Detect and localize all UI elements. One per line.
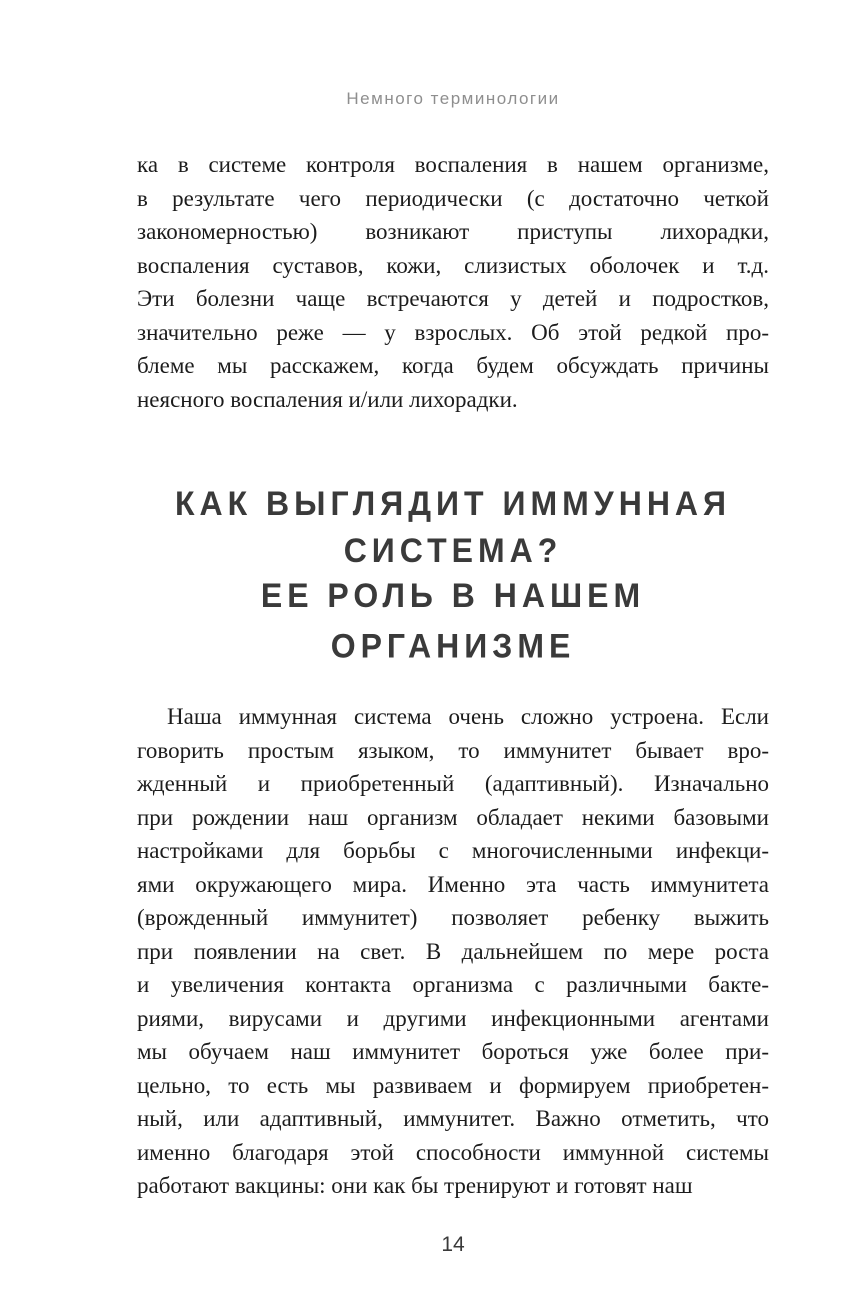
text-line: говорить простым языком, то иммунитет бывает вро- xyxy=(137,737,769,763)
text-line: закономерностью) возникают приступы лихорадки, xyxy=(137,219,769,244)
text-line: мы обучаем наш иммунитет бороться уже более при- xyxy=(137,1039,769,1064)
text-line: настройками для борьбы с многочисленными инфекци- xyxy=(137,838,769,863)
text-line: значительно реже — у взрослых. Об этой редкой про- xyxy=(137,319,769,345)
text-line: блеме мы расскажем, когда будем обсуждать причины xyxy=(137,353,769,378)
section-heading-line: СИСТЕМА? xyxy=(343,530,563,570)
paragraph-continuation xyxy=(137,148,769,416)
text-line: воспаления суставов, кожи, слизистых оболочек и т.д. xyxy=(137,252,769,278)
book-page xyxy=(137,0,769,1257)
text-line: при рождении наш организм обладает некими базовыми xyxy=(137,804,769,830)
page-number: 14 xyxy=(441,1232,465,1256)
text-line: ный, или адаптивный, иммунитет. Важно отметить, что xyxy=(137,1106,769,1131)
text-line: в результате чего периодически (с достаточно четкой xyxy=(137,185,769,211)
text-line: цельно, то есть мы развиваем и формируем приобретен- xyxy=(137,1072,769,1098)
text-line: при появлении на свет. В дальнейшем по мере роста xyxy=(137,938,769,964)
section-heading-line: КАК ВЫГЛЯДИТ ИММУННАЯ xyxy=(174,483,732,523)
text-line: ями окружающего мира. Именно эта часть иммунитета xyxy=(137,871,769,897)
text-line: (врожденный иммунитет) позволяет ребенку выжить xyxy=(137,905,769,930)
section-heading-line: ЕЕ РОЛЬ В НАШЕМ ОРГАНИЗМЕ xyxy=(260,575,646,666)
paragraph-body xyxy=(137,700,769,1203)
text-line: неясного воспаления и/или лихорадки. xyxy=(137,386,518,412)
text-line: Наша иммунная система очень сложно устроена. Если xyxy=(167,704,769,729)
section-heading xyxy=(137,480,769,668)
text-line: работают вакцины: они как бы тренируют и готовят наш xyxy=(137,1173,693,1198)
text-line: Эти болезни чаще встречаются у детей и подростков, xyxy=(137,286,769,311)
running-header: Немного терминологии xyxy=(346,89,560,108)
text-line: именно благодаря этой способности иммунной системы xyxy=(137,1139,769,1165)
text-line: и увеличения контакта организма с различными бакте- xyxy=(137,972,769,997)
text-line: ка в системе контроля воспаления в нашем организме, xyxy=(137,152,769,177)
text-line: риями, вирусами и другими инфекционными агентами xyxy=(137,1005,769,1031)
text-line: жденный и приобретенный (адаптивный). Изначально xyxy=(137,771,769,796)
